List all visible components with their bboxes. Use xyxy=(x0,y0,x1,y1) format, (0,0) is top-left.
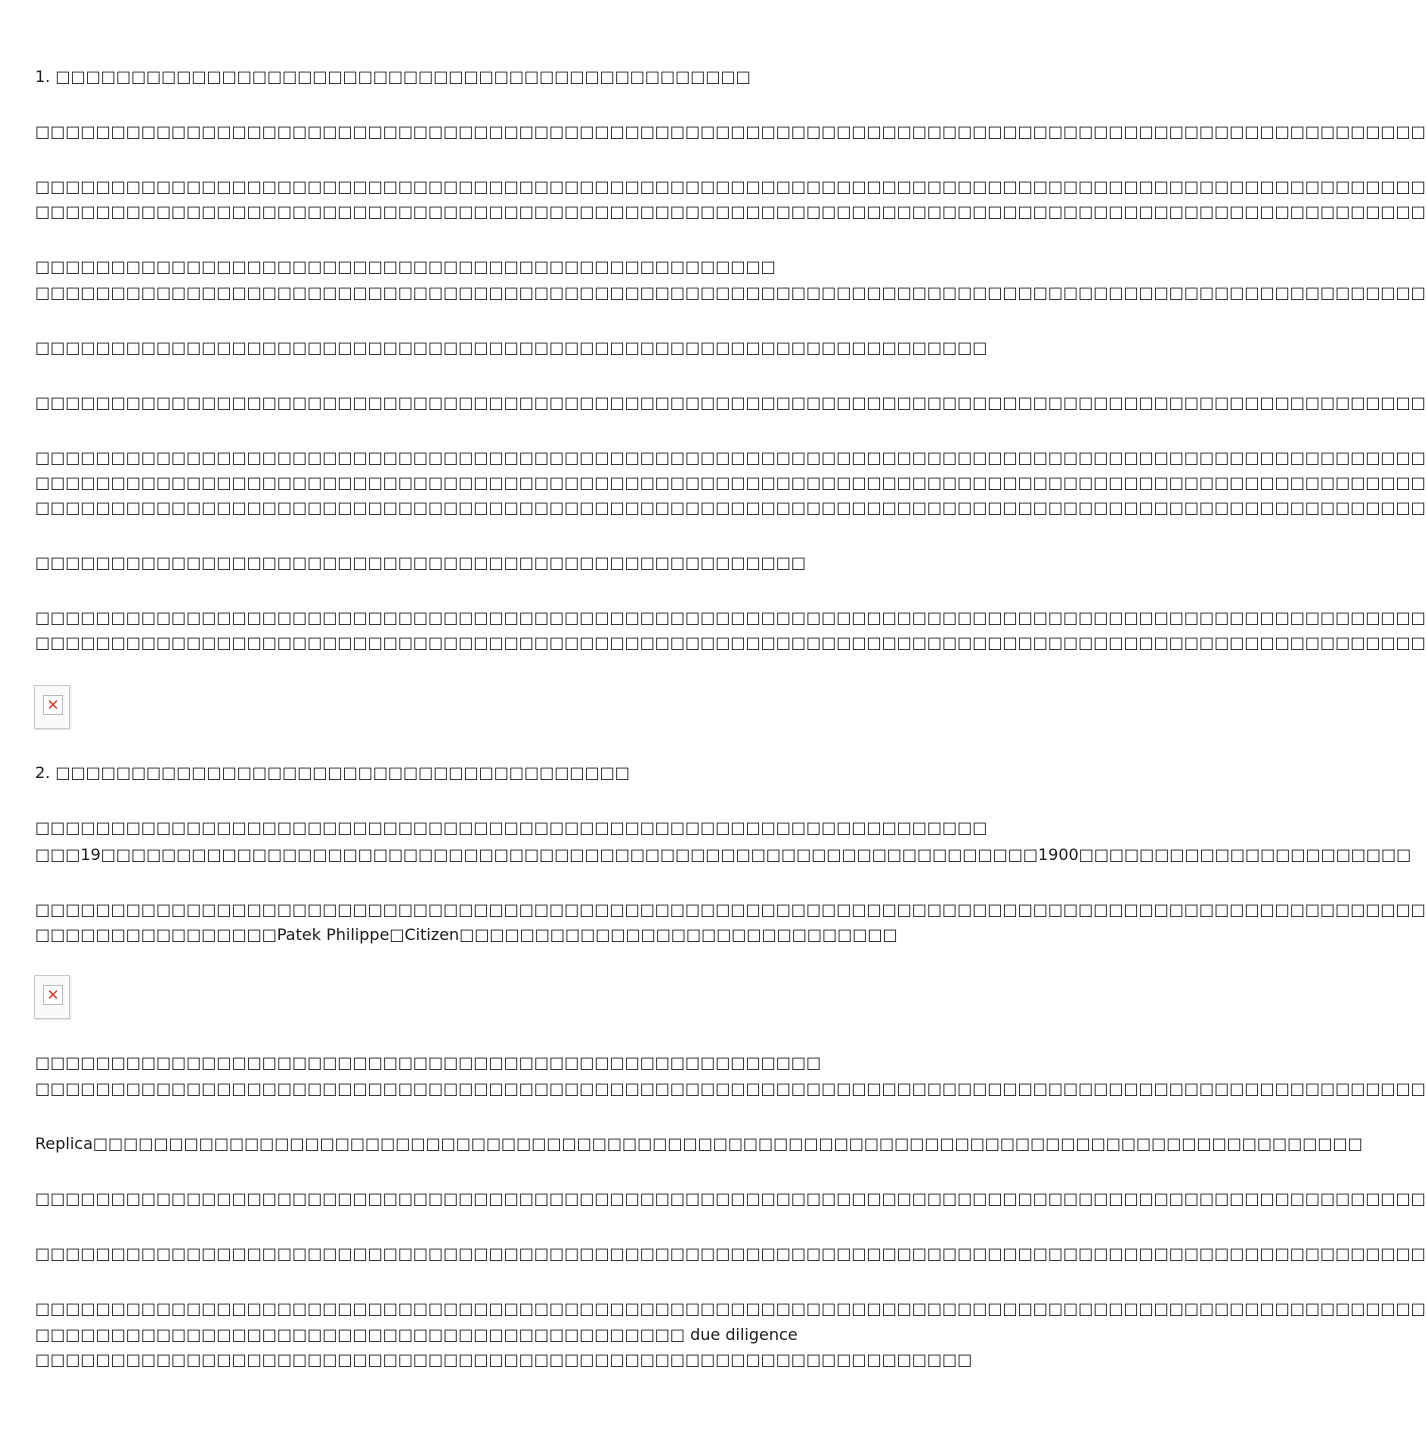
broken-image-icon: ✕ xyxy=(43,695,63,715)
paragraph-line: □□□□□□□□□□□□□□□□□□□□□□□□□□□□□□□□□□□□□□□□□□□□□□□□□□□□□□□□□□□□□□□□□□□□□□□□□□□□□□□□□□□□□□□□□□□□ xyxy=(35,202,1426,221)
paragraph-line: □□□□□□□□□□□□□□□□□□□□□□□□□□□□□□□□□□□□□□□□□□□□□□□□□□□□□□□□□□□□□□□□□□□□□□□□□□□□□□□□□□□□□□□□□□□□ xyxy=(35,1244,1426,1263)
paragraph-line: □□□□□□□□□□□□□□□□□□□□□□□□□□□□□□□□□□□□□□□□□□□□□□□□□□□□□□□□□□□□□□□□□□□□□□□□□□□□□□□□□□□□□□□□□□□□ xyxy=(35,633,1426,652)
section-heading-1: 1. □□□□□□□□□□□□□□□□□□□□□□□□□□□□□□□□□□□□□□□□□□□□□□ xyxy=(35,67,751,86)
paragraph-line: □□□□□□□□□□□□□□□□□□□□□□□□□□□□□□□□□□□□□□□□□□□□□□□□□□□□□□□□□□□□□□□□□□□□□□□□□□□□□□□□□□□□□□□□□□□□ xyxy=(35,900,1426,919)
paragraph-line: □□□□□□□□□□□□□□□□□□□□□□□□□□□□□□□□□□□□□□□□□□□□□□□□□□□□□□□□□□□□□□□□□□□□□□□□□□□□□□□□□□□□□□□□□□□□ xyxy=(35,1079,1426,1098)
paragraph-line: □□□□□□□□□□□□□□□□□□□□□□□□□□□□□□□□□□□□□□□□□□□□□□□□□□□□□□□□□□□□□□□□□□□□□□□□□□□□□□□□□□□□□□□□□□□□ xyxy=(35,473,1426,492)
paragraph-line: □□□□□□□□□□□□□□□□□□□□□□□□□□□□□□□□□□□□□□□□□□□□□□□□□□□□□□□□□□□□□□□□□□□□□□□□□□□□□□□□□□□□□□□□□□□□ xyxy=(35,122,1426,141)
broken-image-icon: ✕ xyxy=(43,985,63,1005)
paragraph-line: □□□□□□□□□□□□□□□□□□□□□□□□□□□□□□□□□□□□□□□□□□□□□□□□□□□□□□□□□□□□□□□□□□□□□□□□□□□□□□□□□□□□□□□□□□□□ xyxy=(35,393,1426,412)
paragraph-line: □□□□□□□□□□□□□□□□□□□□□□□□□□□□□□□□□□□□□□□□□□□□□□□□□□□□□□□□□□□□□□□□□□□□□□□□□□□□□□□□□□□□□□□□□□□□ xyxy=(35,448,1426,467)
broken-image-placeholder xyxy=(34,975,70,1019)
paragraph-line: □□□□□□□□□□□□□□□□□□□□□□□□□□□□□□□□□□□□□□□□□□□□□□□□□□□ xyxy=(35,553,806,572)
paragraph-line: □□□□□□□□□□□□□□□□□□□□□□□□□□□□□□□□□□□□□□□□□□□□□□□□□□□□□□□□□□□□□□□□□□□□□□□□□□□□□□□□□□□□□□□□□□□□ xyxy=(35,498,1426,517)
paragraph-line: □□□□□□□□□□□□□□□□□□□□□□□□□□□□□□□□□□□□□□□□□□□□□□□□□□□□□□□□□□□□□□□ xyxy=(35,818,988,837)
paragraph-line: □□□□□□□□□□□□□□□□Patek Philippe□Citizen□□□□□□□□□□□□□□□□□□□□□□□□□□□□□ xyxy=(35,925,898,944)
paragraph-line: □□□19□□□□□□□□□□□□□□□□□□□□□□□□□□□□□□□□□□□□□□□□□□□□□□□□□□□□□□□□□□□□□□1900□□□□□□□□□□□□□□□□□□□□□□ xyxy=(35,845,1412,864)
paragraph-line: Replica□□□□□□□□□□□□□□□□□□□□□□□□□□□□□□□□□□□□□□□□□□□□□□□□□□□□□□□□□□□□□□□□□□□□□□□□□□□□□□□□□□□□ xyxy=(35,1134,1363,1153)
paragraph-line: □□□□□□□□□□□□□□□□□□□□□□□□□□□□□□□□□□□□□□□□□□□□□□□□□□□□□□□□□□□□□□□□□□□□□□□□□□□□□□□□□□□□□□□□□□□□ xyxy=(35,608,1426,627)
paragraph-line: □□□□□□□□□□□□□□□□□□□□□□□□□□□□□□□□□□□□□□□□□□□□□□□□□□□□□□□□□□□□□□□□□□□□□□□□□□□□□□□□□□□□□□□□□□□□ xyxy=(35,1299,1426,1318)
paragraph-line: □□□□□□□□□□□□□□□□□□□□□□□□□□□□□□□□□□□□□□□□□□□□□□□□□□□□□□□□□□□□□□□□□□□□□□□□□□□□□□□□□□□□□□□□□□□□ xyxy=(35,283,1426,302)
paragraph-line: □□□□□□□□□□□□□□□□□□□□□□□□□□□□□□□□□□□□□□□□□□□□□□□□□□□□□□□□□□□□□□□ xyxy=(35,338,988,357)
paragraph-line: □□□□□□□□□□□□□□□□□□□□□□□□□□□□□□□□□□□□□□□□□□□□□□□□□□□□□□□□□□□□□□ xyxy=(35,1350,973,1369)
paragraph-line: □□□□□□□□□□□□□□□□□□□□□□□□□□□□□□□□□□□□□□□□□□□□□□□□□□□□ xyxy=(35,1053,822,1072)
broken-image-placeholder xyxy=(34,685,70,729)
paragraph-line: □□□□□□□□□□□□□□□□□□□□□□□□□□□□□□□□□□□□□□□□□□□ due diligence xyxy=(35,1325,798,1344)
section-heading-2: 2. □□□□□□□□□□□□□□□□□□□□□□□□□□□□□□□□□□□□□□ xyxy=(35,763,630,782)
paragraph-line: □□□□□□□□□□□□□□□□□□□□□□□□□□□□□□□□□□□□□□□□□□□□□□□□□□□□□□□□□□□□□□□□□□□□□□□□□□□□□□□□□□□□□□□□□□□□ xyxy=(35,177,1426,196)
paragraph-line: □□□□□□□□□□□□□□□□□□□□□□□□□□□□□□□□□□□□□□□□□□□□□□□□□ xyxy=(35,257,776,276)
paragraph-line: □□□□□□□□□□□□□□□□□□□□□□□□□□□□□□□□□□□□□□□□□□□□□□□□□□□□□□□□□□□□□□□□□□□□□□□□□□□□□□□□□□□□□□□□□□□□ xyxy=(35,1189,1426,1208)
